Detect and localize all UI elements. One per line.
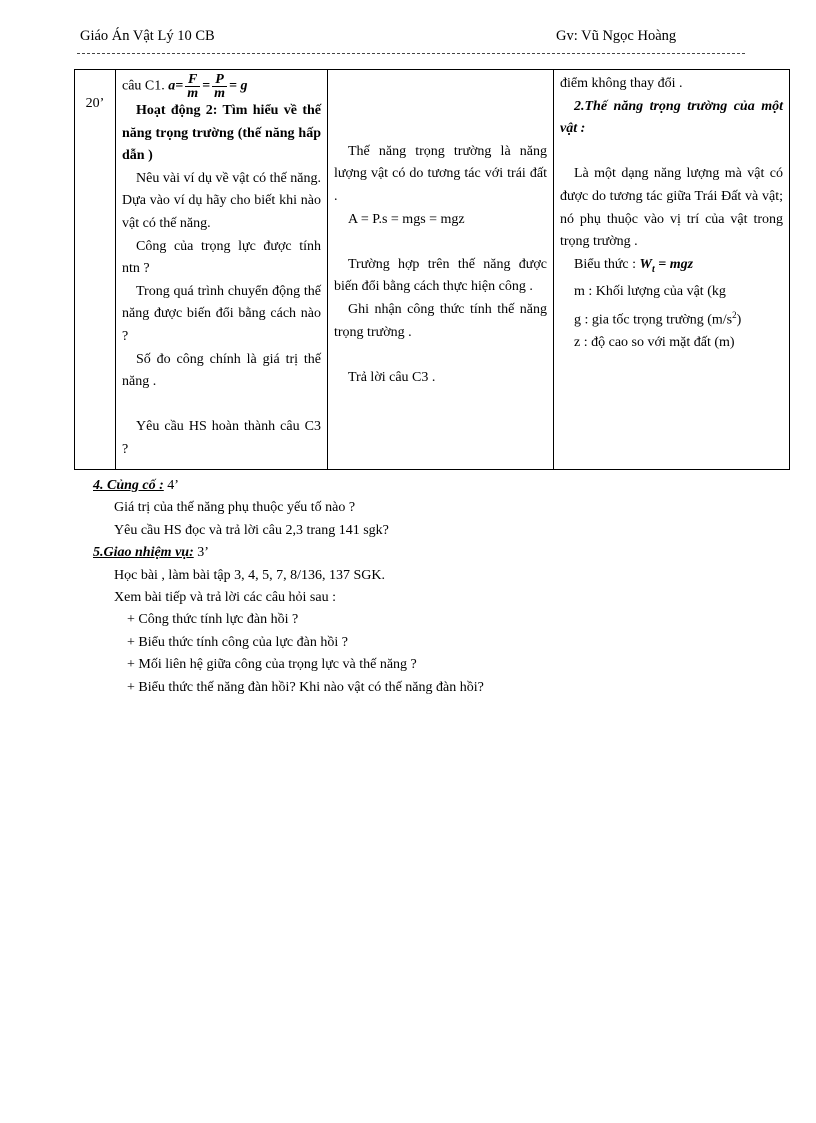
fraction-f-m: $\frac{F}{m}$	[187, 72, 199, 101]
teacher-p3: Trong quá trình chuyển động thế năng được biến đổi bằng cách nào ?	[122, 283, 321, 344]
question-1: + Công thức tính lực đàn hồi ?	[127, 612, 299, 628]
teacher-p5: Yêu cầu HS hoàn thành câu C3 ?	[122, 419, 321, 457]
question-4: + Biểu thức thế năng đàn hồi? Khi nào vật có thế năng đàn hồi?	[127, 679, 484, 695]
consolidation-heading: 4. Củng cố : 4’	[93, 478, 179, 493]
content-top: điểm không thay đổi .	[560, 76, 683, 91]
teacher-p2: Công của trọng lực được tính ntn ?	[122, 238, 321, 277]
question-2: + Biểu thức tính công của lực đàn hồi ?	[127, 634, 348, 650]
activity-title: Hoạt động 2: Tìm hiểu về thế năng trọng trường (thế năng hấp dẫn )	[122, 103, 321, 164]
assignment-item-2: Xem bài tiếp và trả lời các câu hỏi sau :	[114, 590, 336, 606]
content-z: z : độ cao so với mặt đất (m)	[574, 334, 735, 350]
content-m: m : Khối lượng của vật (kg	[574, 284, 726, 300]
student-p5: Trả lời câu C3 .	[348, 369, 436, 385]
content-p1: Là một dạng năng lượng mà vật có được do tương tác giữa Trái Đất và vật; nó phụ thuộc vào vị trí của vật trong trọng trường .	[560, 166, 783, 250]
content-g: g : gia tốc trọng trường $(m/s^2)$	[574, 309, 742, 328]
time-value: 20’	[85, 96, 105, 111]
student-activity-cell	[328, 70, 554, 470]
student-p3: Trường hợp trên thế năng được biến đổi bằng cách thực hiện công .	[334, 256, 547, 295]
assignment-item-1: Học bài , làm bài tập 3, 4, 5, 7, 8/136, 137 SGK.	[114, 567, 386, 583]
question-3: + Mối liên hệ giữa công của trọng lực và thế năng ?	[127, 657, 417, 673]
student-p1: Thế năng trọng trường là năng lượng vật có do tương tác với trái đất .	[334, 143, 547, 204]
teacher-p4: Số đo công chính là giá trị thế năng .	[122, 351, 321, 390]
formula-prefix: câu C1.	[122, 78, 165, 94]
consolidation-item-2: Yêu cầu HS đọc và trả lời câu 2,3 trang 141 sgk?	[114, 522, 389, 538]
fraction-p-m: $\frac{P}{m}$	[214, 72, 226, 101]
header-divider	[77, 53, 745, 54]
teacher-p1: Nêu vài ví dụ về vật có thế năng. Dựa vào ví dụ hãy cho biết khi nào vật có thế năng.	[122, 170, 321, 231]
student-p2: A = P.s = mgs = mgz	[348, 211, 465, 227]
content-expression: Biểu thức : $W_t$ = mgz	[574, 256, 694, 275]
time-cell	[75, 70, 116, 470]
content-cell	[554, 70, 790, 470]
header-subject: Giáo Án Vật Lý 10 CB	[80, 28, 215, 44]
consolidation-item-1: Giá trị của thế năng phụ thuộc yếu tố nào ?	[114, 500, 356, 516]
lesson-footer	[93, 475, 484, 699]
header-teacher: Gv: Vũ Ngọc Hoàng	[556, 28, 677, 44]
expr-w: W	[639, 256, 652, 272]
expr-rhs: = mgz	[658, 256, 694, 272]
formula-g: g	[240, 78, 248, 94]
student-p4: Ghi nhận công thức tính thế năng trọng trường .	[334, 301, 547, 340]
teacher-activity-cell	[116, 70, 328, 470]
content-title: 2.Thế năng trọng trường của một vật :	[560, 98, 783, 137]
formula-a: a	[168, 78, 176, 94]
c1-formula: câu C1. a= $\frac{F}{m}$ = $\frac{P}{m}$ = g	[122, 72, 248, 101]
assignment-heading: 5.Giao nhiệm vụ: 3’	[93, 545, 209, 561]
lesson-table	[74, 69, 790, 470]
